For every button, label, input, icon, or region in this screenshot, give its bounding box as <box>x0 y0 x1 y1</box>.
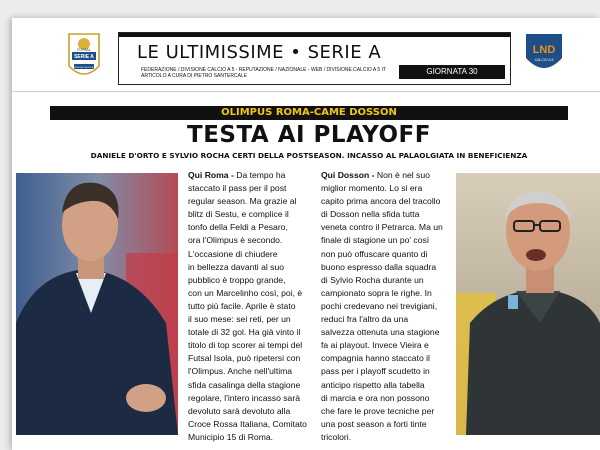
column-line: anticipo rispetto alla tabella <box>321 379 425 390</box>
column-line: buono espresso dalla squadra <box>321 261 437 272</box>
giornata-badge: GIORNATA 30 <box>399 65 505 79</box>
column-line: Qui Dosson - Non è nel suo <box>321 170 430 180</box>
serie-a-logo-bottom-text: DIVISIONE CALCIO A 5 <box>73 66 95 69</box>
column-line: capito prima ancora del tracollo <box>321 196 441 207</box>
column-line: regolare, l'intero incasso sarà <box>188 392 300 403</box>
column-line: ora l'Olimpus è secondo. <box>188 235 283 246</box>
header-meta-line-2: ARTICOLO A CURA DI PIETRO SANTERCALE <box>141 73 248 79</box>
lnd-logo-text: LND <box>532 44 556 56</box>
column-line: L'occasione di chiudere <box>188 248 278 259</box>
column-line: devoluto sarà devoluto alla <box>188 405 291 416</box>
column-line: di marcia e ora non possono <box>321 392 430 403</box>
serie-a-logo-text: SERIE A <box>74 54 94 60</box>
column-line: non può offuscare quanto di <box>321 248 428 259</box>
column-line: finale di stagione un po' così <box>321 235 430 246</box>
column-line: miglior momento. Lo si era <box>321 183 423 194</box>
column-line: campionato sopra le righe. In <box>321 287 432 298</box>
article-column-dosson <box>321 169 453 444</box>
article-headline: TESTA AI PLAYOFF <box>187 122 431 148</box>
coach-photo-dosson <box>456 173 600 435</box>
column-line: con un Marcelinho così, poi, è <box>188 287 303 298</box>
column-line: compagnia hanno staccato il <box>321 353 430 364</box>
column-line: Croce Rossa Italiana, Comitato <box>188 418 307 429</box>
column-line: titolo di top scorer ai tempi del <box>188 340 303 351</box>
lnd-logo <box>524 32 564 78</box>
column-line: in bellezza davanti al suo <box>188 261 285 272</box>
column-line: tutto più facile. Aprile è stato <box>188 300 296 311</box>
column-lead-roma: Qui Roma - <box>188 170 234 180</box>
header-divider <box>12 91 600 92</box>
kicker-bar <box>50 106 568 120</box>
column-line: l'Olimpus. Anche nell'ultima <box>188 366 293 377</box>
column-line: sfida casalinga della stagione <box>188 379 301 390</box>
column-line: veneta contro il Petrarca. Ma un <box>321 222 443 233</box>
column-line: staccato il pass per il post <box>188 183 287 194</box>
column-line: che fare le prove tecniche per <box>321 405 435 416</box>
column-line: tonfo della Feldi a Pesaro, <box>188 222 288 233</box>
column-line: Qui Roma - Da tempo ha <box>188 170 286 180</box>
match-kicker: OLIMPUS ROMA-CAME DOSSON <box>221 107 397 118</box>
coach-photo-roma <box>16 173 178 435</box>
lnd-logo-sub-text: CALCIO A 5 <box>534 58 554 62</box>
column-line: tricolori. <box>321 431 352 442</box>
column-line: pochi credevano nei trevigiani, <box>321 300 438 311</box>
column-line: reduci fra l'altro da una <box>321 314 409 325</box>
column-line: di Sylvio Rocha durante un <box>321 274 424 285</box>
serie-a-logo-top-text: FUTSAL <box>77 48 91 52</box>
column-line: Municipio 15 di Roma. <box>188 431 274 442</box>
header-meta-line-1: FEDERAZIONE / DIVISIONE CALCIO A 5 - REPUTAZIONE / NAZIONALE - WEB / DIVISIONE CALCIO A 5 IT <box>141 67 386 73</box>
column-line: salvezza ottenuta una stagione <box>321 327 440 338</box>
column-line: Futsal Isola, può ripetersi con <box>188 353 301 364</box>
column-line: di Dosson nella sfida tutta <box>321 209 420 220</box>
column-line: totale di 32 gol. Ha già vinto il <box>188 327 301 338</box>
serie-a-logo <box>66 32 102 82</box>
column-line: pubblico è troppo grande, <box>188 274 286 285</box>
column-line: regular season. Ma grazie al <box>188 196 297 207</box>
column-line: una post season a forti tinte <box>321 418 427 429</box>
article-subhead: DANIELE D'ORTO E SYLVIO ROCHA CERTI DELLA POSTSEASON. INCASSO AL PALAOLGIATA IN BENEFICIENZA <box>90 151 528 160</box>
column-line: pass per i playoff scudetto in <box>321 366 430 377</box>
section-title: LE ULTIMISSIME • SERIE A <box>137 42 382 63</box>
header-top-rule <box>119 33 510 37</box>
column-lead-dosson: Qui Dosson - <box>321 170 375 180</box>
column-line: il suo mese: sei reti, per un <box>188 314 291 325</box>
column-line: blitz di Sestu, e complice il <box>188 209 289 220</box>
column-line: fa ai playout. Invece Vieira e <box>321 340 429 351</box>
article-column-roma <box>188 169 320 444</box>
section-header <box>118 32 511 85</box>
